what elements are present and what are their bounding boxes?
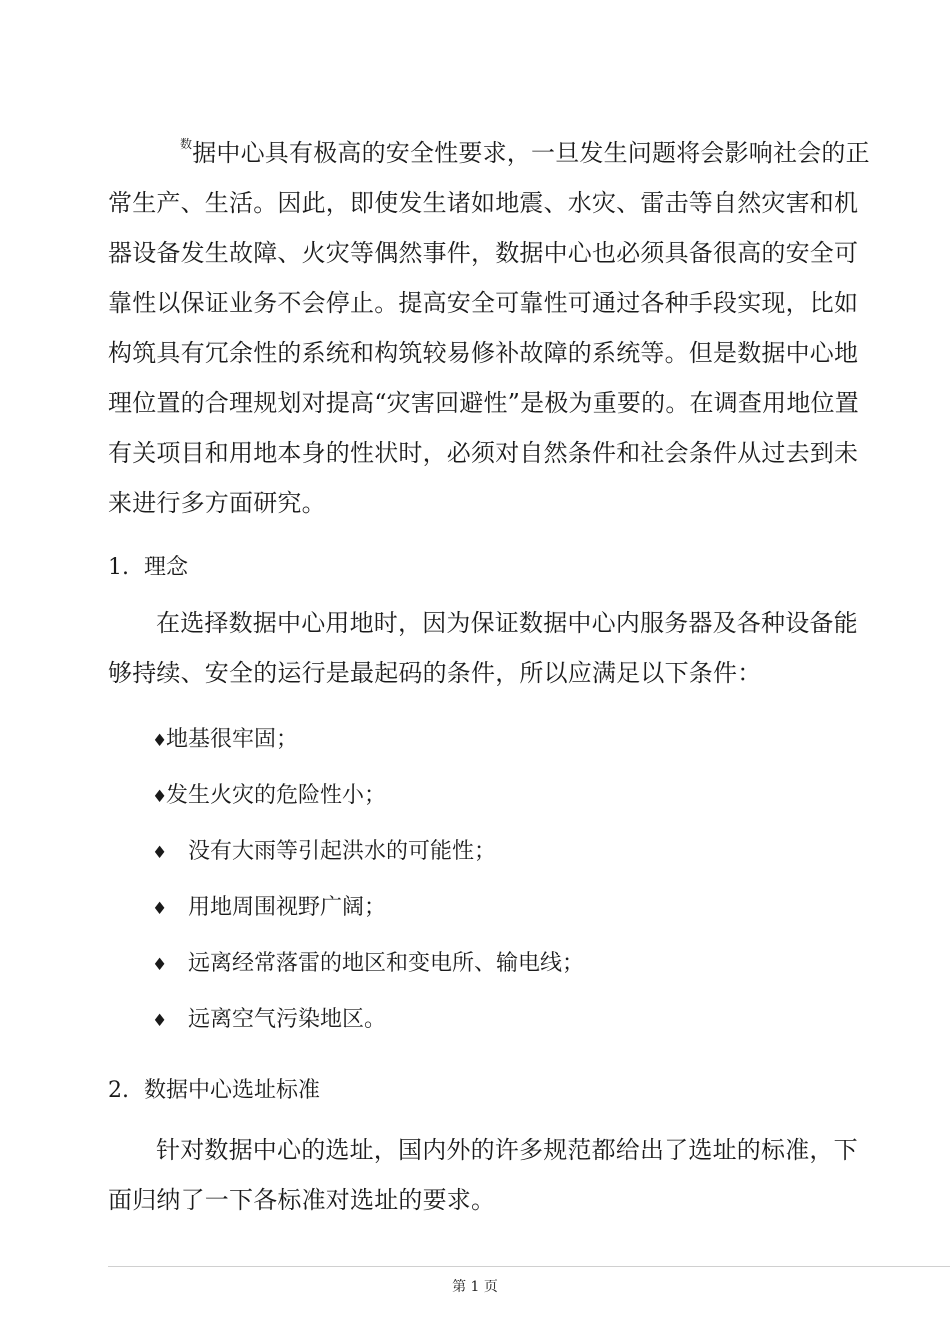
intro-paragraph-text: 据中心具有极高的安全性要求，一旦发生问题将会影响社会的正常生产、生活。因此，即使发生诸如地震、水灾、雷击等自然灾害和机器设备发生故障、火灾等偶然事件，数据中心也必须具备很高的安全可靠性以保证业务不会停止。提高安全可靠性可通过各种手段实现，比如构筑具有冗余性的系统和构筑较易修补故障的系统等。但是数据中心地理位置的合理规划对提高“灾害回避性”是极为重要的。在调查用地位置有关项目和用地本身的性状时，必须对自然条件和社会条件从过去到未来进行多方面研究。 <box>108 139 870 517</box>
section-1-title: 理念 <box>144 555 189 580</box>
diamond-bullet-icon: ♦ <box>152 843 168 863</box>
list-item-text: 远离经常落雷的地区和变电所、输电线； <box>188 951 585 976</box>
section-2-title: 数据中心选址标准 <box>144 1078 321 1103</box>
section-1-intro <box>108 598 878 698</box>
footer-divider <box>108 1266 950 1267</box>
section-1-heading <box>108 548 188 588</box>
list-item <box>152 936 872 992</box>
superscript-char: 数 <box>180 137 193 151</box>
section-1-number: 1. <box>108 555 129 580</box>
diamond-bullet-icon: ♦ <box>152 787 168 807</box>
list-item <box>152 768 872 824</box>
diamond-bullet-icon: ♦ <box>152 899 168 919</box>
intro-paragraph <box>108 128 878 528</box>
section-2-intro-text: 针对数据中心的选址，国内外的许多规范都给出了选址的标准，下面归纳了一下各标准对选址的要求。 <box>108 1136 858 1214</box>
list-item-text: 没有大雨等引起洪水的可能性； <box>188 839 497 864</box>
section-2-intro <box>108 1125 878 1225</box>
diamond-bullet-icon: ♦ <box>152 1011 168 1031</box>
list-item <box>152 880 872 936</box>
list-item-text: 地基很牢固； <box>166 727 299 752</box>
list-item-text: 用地周围视野广阔； <box>188 895 387 920</box>
list-item-text: 远离空气污染地区。 <box>188 1007 387 1032</box>
list-item-text: 发生火灾的危险性小； <box>166 783 387 808</box>
list-item <box>152 992 872 1048</box>
list-item <box>152 712 872 768</box>
section-2-number: 2. <box>108 1078 129 1103</box>
diamond-bullet-icon: ♦ <box>152 731 168 751</box>
conditions-list <box>152 712 872 1048</box>
page-number: 第 1 页 <box>452 1279 498 1295</box>
diamond-bullet-icon: ♦ <box>152 955 168 975</box>
section-2-heading <box>108 1071 320 1111</box>
list-item <box>152 824 872 880</box>
section-1-intro-text: 在选择数据中心用地时，因为保证数据中心内服务器及各种设备能够持续、安全的运行是最起码的条件，所以应满足以下条件： <box>108 609 858 687</box>
